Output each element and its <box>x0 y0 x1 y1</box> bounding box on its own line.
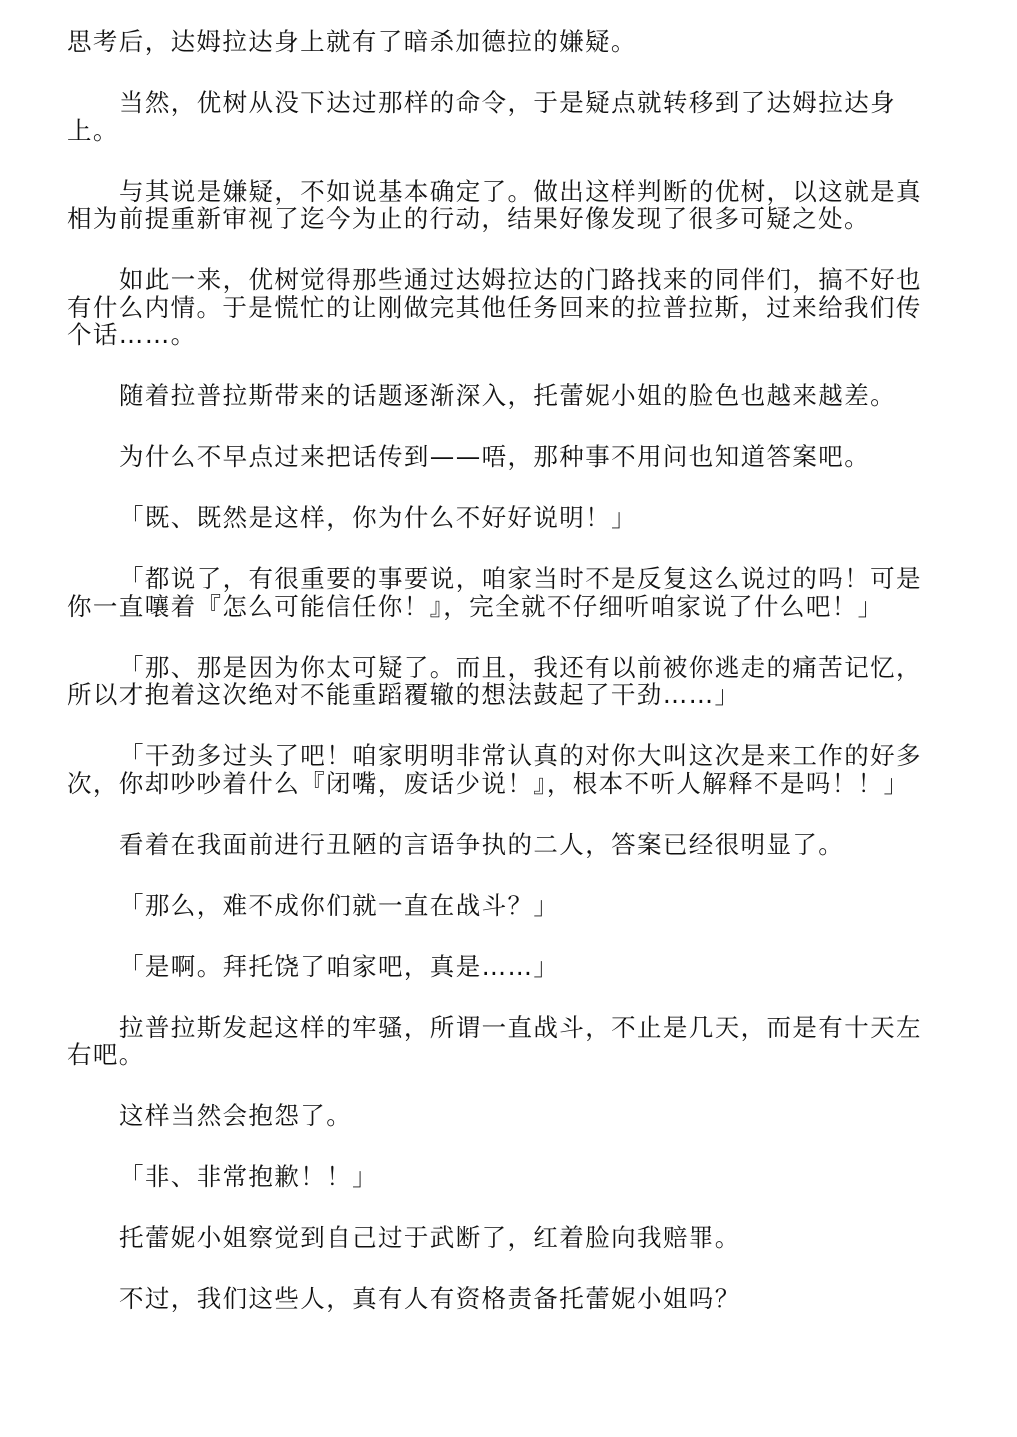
paragraph: 与其说是嫌疑，不如说基本确定了。做出这样判断的优树，以这就是真相为前提重新审视了迄今为止的行动，结果好像发现了很多可疑之处。 <box>67 176 922 233</box>
dialogue-paragraph: 「非、非常抱歉！！」 <box>119 1162 378 1191</box>
dialogue-paragraph: 「既、既然是这样，你为什么不好好说明！」 <box>119 503 637 532</box>
dialogue-paragraph: 「那、那是因为你太可疑了。而且，我还有以前被你逃走的痛苦记忆，所以才抱着这次绝对不能重蹈覆辙的想法鼓起了干劲……」 <box>67 652 922 709</box>
dialogue-paragraph: 「那么，难不成你们就一直在战斗？」 <box>119 890 560 920</box>
dialogue-paragraph: 「都说了，有很重要的事要说，咱家当时不是反复这么说过的吗！可是你一直嚷着『怎么可能信任你！』，完全就不仔细听咱家说了什么吧！」 <box>67 564 922 621</box>
paragraph: 思考后，达姆拉达身上就有了暗杀加德拉的嫌疑。 <box>67 27 637 56</box>
dialogue-paragraph: 「是啊。拜托饶了咱家吧，真是……」 <box>119 951 560 981</box>
paragraph: 当然，优树从没下达过那样的命令，于是疑点就转移到了达姆拉达身上。 <box>67 88 896 145</box>
dialogue-paragraph: 「干劲多过头了吧！咱家明明非常认真的对你大叫这次是来工作的好多次，你却吵吵着什么『闭嘴，废话少说！』，根本不听人解释不是吗！！」 <box>67 741 922 798</box>
document-page <box>67 28 929 1346</box>
paragraph: 这样当然会抱怨了。 <box>119 1101 353 1130</box>
paragraph: 如此一来，优树觉得那些通过达姆拉达的门路找来的同伴们，搞不好也有什么内情。于是慌忙的让刚做完其他任务回来的拉普拉斯，过来给我们传个话……。 <box>67 265 922 349</box>
paragraph: 看着在我面前进行丑陋的言语争执的二人，答案已经很明显了。 <box>119 829 845 859</box>
paragraph: 为什么不早点过来把话传到——唔，那种事不用问也知道答案吧。 <box>119 442 871 471</box>
paragraph: 拉普拉斯发起这样的牢骚，所谓一直战斗，不止是几天，而是有十天左右吧。 <box>67 1012 922 1069</box>
paragraph: 不过，我们这些人，真有人有资格责备托蕾妮小姐吗？ <box>119 1284 741 1313</box>
paragraph: 托蕾妮小姐察觉到自己过于武断了，红着脸向我赔罪。 <box>119 1223 741 1252</box>
paragraph: 随着拉普拉斯带来的话题逐渐深入，托蕾妮小姐的脸色也越来越差。 <box>119 381 896 410</box>
